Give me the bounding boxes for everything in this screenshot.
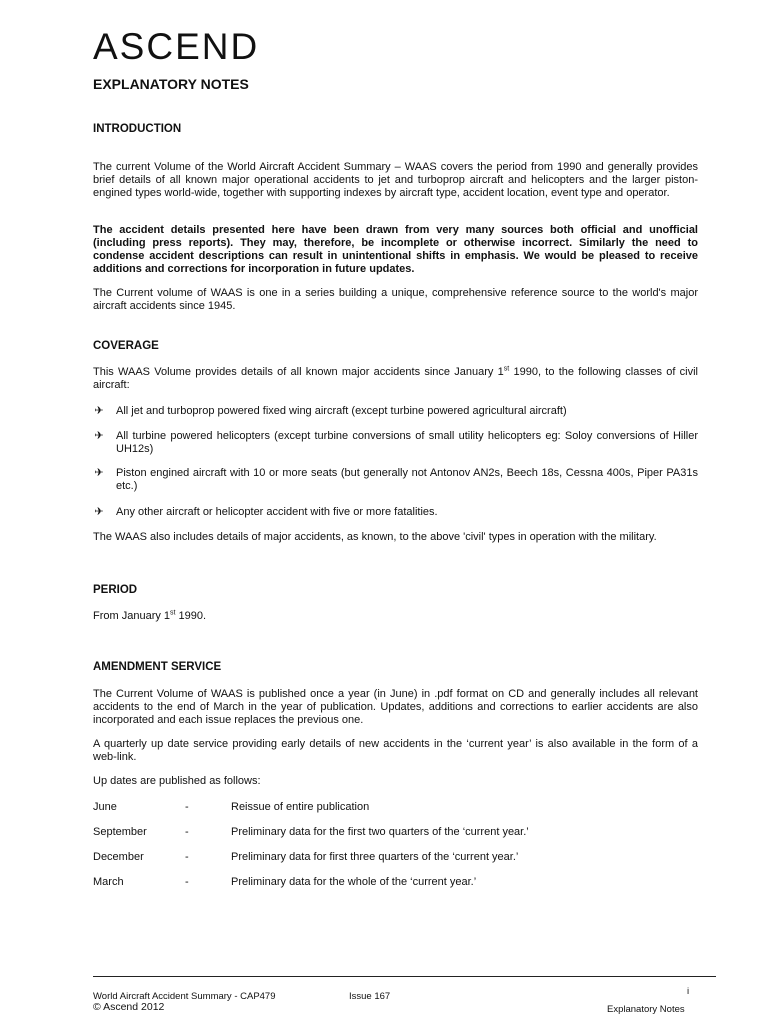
coverage-intro: This WAAS Volume provides details of all known major accidents since January 1st 1990, to the following classes of civil aircraft: (93, 365, 698, 391)
aircraft-icon: ✈ (94, 405, 104, 417)
coverage-bullet: ✈ All jet and turboprop powered fixed wing aircraft (except turbine powered agricultural aircraft) (94, 405, 567, 417)
footer-divider (93, 976, 716, 977)
amendment-paragraph-2: A quarterly up date service providing early details of new accidents in the ‘current year’ is also available in the form of a web-link. (93, 738, 698, 763)
introduction-paragraph-3: The Current volume of WAAS is one in a series building a unique, comprehensive reference source to the world's major aircraft accidents since 1945. (93, 287, 698, 312)
amendment-heading: AMENDMENT SERVICE (93, 661, 222, 673)
footer-page-number: i (687, 986, 690, 997)
introduction-paragraph-1: The current Volume of the World Aircraft Accident Summary – WAAS covers the period from 1990 and generally provides brief details of all known major operational accidents to jet and turboprop aircraft and helicopters and the larger piston-engined types world-wide, together with supporting indexes by aircraft type, accident location, event type and operator. (93, 161, 698, 199)
footer-copyright: © Ascend 2012 (93, 1001, 165, 1013)
document-title: EXPLANATORY NOTES (93, 76, 249, 92)
ascend-logo: ASCEND (93, 26, 260, 67)
period-heading: PERIOD (93, 584, 138, 596)
coverage-closing: The WAAS also includes details of major accidents, as known, to the above 'civil' types in operation with the military. (93, 531, 657, 543)
footer-document-name: World Aircraft Accident Summary - CAP479 (93, 991, 276, 1002)
amendment-paragraph-3: Up dates are published as follows: (93, 775, 261, 787)
amendment-paragraph-1: The Current Volume of WAAS is published once a year (in June) in .pdf format on CD and generally includes all relevant accidents to the end of March in the year of publication. Updates, additions and corrections to earlier accidents are also incorporated and each issue replaces the previous one. (93, 688, 698, 726)
footer-section: Explanatory Notes (607, 1004, 685, 1015)
footer-issue: Issue 167 (349, 991, 391, 1002)
document-page: ASCEND EXPLANATORY NOTES INTRODUCTION The current Volume of the World Aircraft Accident Summary – WAAS covers the period from 1990 and generally provides brief details of all known major operational accidents to jet and turboprop aircraft and helicopters and the larger piston-engined types world-wide, together with supporting indexes by aircraft type, accident location, event type and operator. The accident details presented here have been drawn from very many sources both official and unofficial (including press reports). They may, therefore, be incomplete or otherwise incorrect. Similarly the need to condense accident descriptions can result in unintentional shifts in emphasis. We would be pleased to receive additions and corrections for incorporation in future updates. The Current volume of WAAS is one in a series building a unique, comprehensive reference source to the world's major aircraft accidents since 1945. COVERAGE This WAAS Volume provides details of all known major accidents since January 1st 1990, to the following classes of civil aircraft: ✈ All jet and turboprop powered fixed wing aircraft (except turbine powered agricultural aircraft) ✈ All turbine powered helicopters (except turbine conversions of small utility helicopters eg: Soloy conversions of Hiller UH12s) ✈ Piston engined aircraft with 10 or more seats (but generally not Antonov AN2s, Beech 18s, Cessna 400s, Piper PA31s etc.) ✈ Any other aircraft or helicopter accident with five or more fatalities. The WAAS also includes details of major accidents, as known, to the above 'civil' types in operation with the military. PERIOD From January 1st 1990. AMENDMENT SERVICE The Current Volume of WAAS is published once a year (in June) in .pdf format on CD and generally includes all relevant accidents to the end of March in the year of publication. Updates, additions and corrections to earlier accidents are also incorporated and each issue replaces the previous one. A quarterly up date service providing early details of new accidents in the ‘current year’ is also available in the form of a web-link. Up dates are published as follows: June - Reissue of entire publication September - Preliminary data for the first two quarters of the ‘current year.’ December - Preliminary data for first three quarters of the ‘current year.’ March - Preliminary data for the whole of the ‘current year.’ World Aircraft Accident Summary - CAP479 Issue 167 i © Ascend 2012 Explanatory Notes (93, 0, 698, 1024)
coverage-bullet: ✈ All turbine powered helicopters (except turbine conversions of small utility helicopters eg: Soloy conversions of Hiller UH12s) (94, 430, 698, 455)
introduction-paragraph-2: The accident details presented here have been drawn from very many sources both official and unofficial (including press reports). They may, therefore, be incomplete or otherwise incorrect. Similarly the need to condense accident descriptions can result in unintentional shifts in emphasis. We would be pleased to receive additions and corrections for incorporation in future updates. (93, 224, 698, 275)
introduction-heading: INTRODUCTION (93, 123, 182, 135)
aircraft-icon: ✈ (94, 430, 104, 442)
aircraft-icon: ✈ (94, 467, 104, 479)
coverage-bullet: ✈ Piston engined aircraft with 10 or more seats (but generally not Antonov AN2s, Beech 18s, Cessna 400s, Piper PA31s etc.) (94, 467, 698, 492)
period-text: From January 1st 1990. (93, 609, 207, 622)
coverage-bullet: ✈ Any other aircraft or helicopter accident with five or more fatalities. (94, 506, 438, 518)
coverage-heading: COVERAGE (93, 340, 159, 352)
aircraft-icon: ✈ (94, 506, 104, 518)
